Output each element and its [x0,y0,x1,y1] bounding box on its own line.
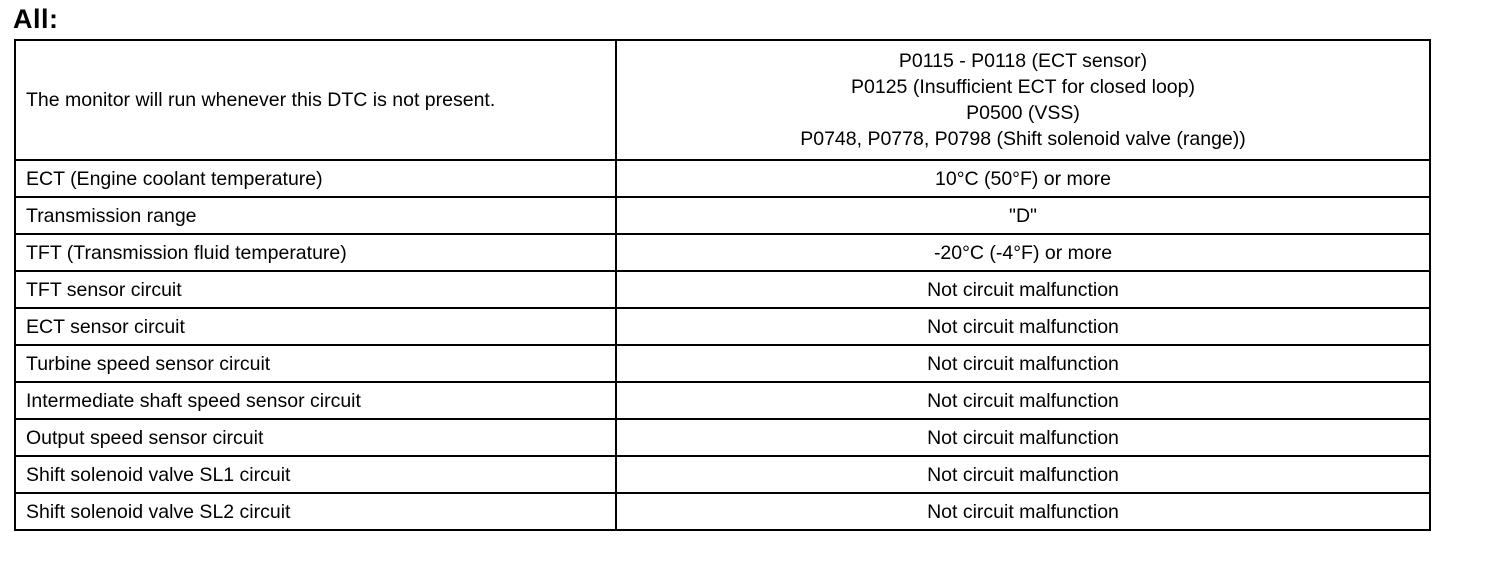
condition-cell: ECT sensor circuit [15,308,616,345]
value-cell: Not circuit malfunction [616,345,1430,382]
value-cell: -20°C (-4°F) or more [616,234,1430,271]
condition-cell: Transmission range [15,197,616,234]
value-cell: Not circuit malfunction [616,308,1430,345]
value-cell: Not circuit malfunction [616,382,1430,419]
value-cell: 10°C (50°F) or more [616,160,1430,197]
table-row [15,419,1430,456]
table-row [15,40,1430,160]
value-cell: Not circuit malfunction [616,493,1430,530]
table-row [15,271,1430,308]
table-row [15,197,1430,234]
condition-cell: Shift solenoid valve SL2 circuit [15,493,616,530]
table-row [15,234,1430,271]
conditions-table [14,39,1431,531]
dtc-line: P0500 (VSS) [966,102,1080,124]
value-cell [616,40,1430,160]
condition-cell: Turbine speed sensor circuit [15,345,616,382]
table-row [15,493,1430,530]
condition-cell: The monitor will run whenever this DTC is not present. [15,40,616,160]
value-cell: Not circuit malfunction [616,456,1430,493]
table-row [15,382,1430,419]
condition-cell: ECT (Engine coolant temperature) [15,160,616,197]
value-cell: Not circuit malfunction [616,271,1430,308]
value-cell: "D" [616,197,1430,234]
condition-cell: TFT sensor circuit [15,271,616,308]
condition-cell: Shift solenoid valve SL1 circuit [15,456,616,493]
table-row [15,456,1430,493]
condition-cell: TFT (Transmission fluid temperature) [15,234,616,271]
dtc-line: P0125 (Insufficient ECT for closed loop) [851,76,1195,98]
dtc-line: P0748, P0778, P0798 (Shift solenoid valve (range)) [800,128,1246,150]
value-cell: Not circuit malfunction [616,419,1430,456]
conditions-table-body [15,40,1430,530]
table-row [15,160,1430,197]
table-row [15,345,1430,382]
dtc-line: P0115 - P0118 (ECT sensor) [898,50,1148,72]
condition-cell: Output speed sensor circuit [15,419,616,456]
condition-cell: Intermediate shaft speed sensor circuit [15,382,616,419]
table-row [15,308,1430,345]
section-heading: All: [13,4,59,34]
